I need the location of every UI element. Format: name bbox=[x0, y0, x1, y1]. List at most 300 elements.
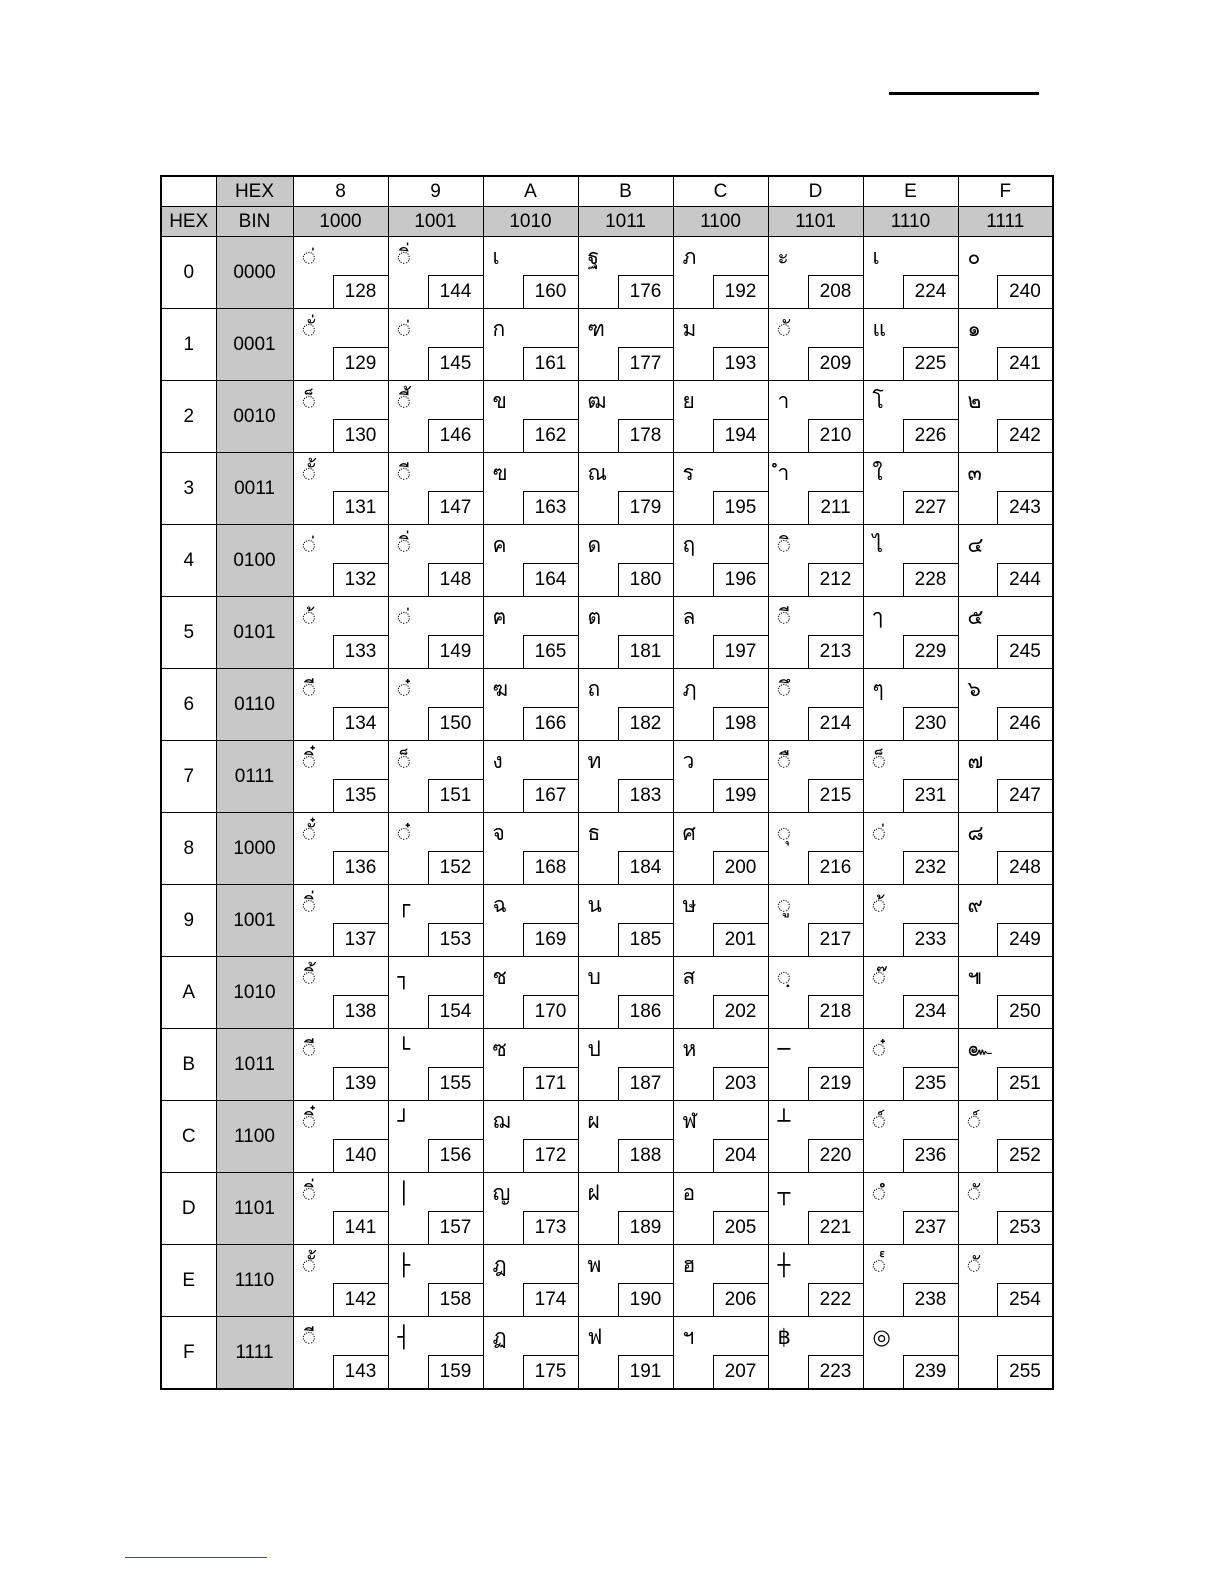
column-hex: E bbox=[863, 176, 958, 207]
code-cell bbox=[768, 885, 863, 957]
char-glyph: ใ bbox=[872, 461, 883, 485]
char-glyph: ◌ี bbox=[302, 677, 316, 701]
code-cell bbox=[578, 1317, 673, 1390]
code-cell bbox=[483, 381, 578, 453]
char-glyph: ฉ bbox=[492, 893, 507, 917]
char-glyph: ◌ู bbox=[777, 893, 791, 917]
char-glyph: └ bbox=[397, 1037, 411, 1061]
char-glyph: ◌ี้ bbox=[397, 389, 411, 413]
char-glyph: ├ bbox=[397, 1253, 411, 1277]
row-bin: 1110 bbox=[216, 1245, 293, 1317]
row-bin: 1111 bbox=[216, 1317, 293, 1390]
row-bin: 0111 bbox=[216, 741, 293, 813]
char-glyph: แ bbox=[872, 317, 887, 341]
decimal-code: 238 bbox=[903, 1283, 958, 1316]
char-glyph: ┤ bbox=[397, 1325, 411, 1349]
column-hex: B bbox=[578, 176, 673, 207]
decimal-code: 167 bbox=[523, 779, 578, 812]
char-glyph: ๑ bbox=[967, 317, 981, 341]
decimal-code: 178 bbox=[618, 419, 673, 452]
char-glyph: ◌ี bbox=[302, 1325, 316, 1349]
code-cell bbox=[673, 957, 768, 1029]
row-hex: C bbox=[161, 1101, 216, 1173]
bottom-link-rule bbox=[125, 1557, 267, 1558]
char-glyph: ฬ bbox=[682, 1109, 697, 1133]
char-glyph: ถ bbox=[587, 677, 601, 701]
row-hex: 3 bbox=[161, 453, 216, 525]
row-bin: 0110 bbox=[216, 669, 293, 741]
code-cell bbox=[293, 381, 388, 453]
column-bin: 1110 bbox=[863, 207, 958, 237]
row-hex: 9 bbox=[161, 885, 216, 957]
char-glyph: ฌ bbox=[492, 1109, 511, 1133]
decimal-code: 249 bbox=[997, 923, 1052, 956]
char-glyph: ฯ bbox=[682, 1325, 695, 1349]
char-glyph: ๅ bbox=[872, 605, 883, 629]
code-cell bbox=[673, 237, 768, 309]
char-glyph: ส bbox=[682, 965, 696, 989]
code-cell bbox=[863, 453, 958, 525]
char-glyph: ๐ bbox=[967, 245, 981, 269]
code-cell bbox=[768, 813, 863, 885]
decimal-code: 168 bbox=[523, 851, 578, 884]
row-bin: 1101 bbox=[216, 1173, 293, 1245]
table-row bbox=[161, 885, 1053, 957]
char-glyph: ◌๋ bbox=[872, 1037, 886, 1061]
code-cell bbox=[483, 813, 578, 885]
decimal-code: 152 bbox=[428, 851, 483, 884]
char-glyph: ำ bbox=[777, 461, 790, 485]
char-glyph: ว bbox=[682, 749, 695, 773]
table-row bbox=[161, 1317, 1053, 1390]
decimal-code: 158 bbox=[428, 1283, 483, 1316]
header-row-bin bbox=[161, 207, 1053, 237]
char-glyph: ◌่ bbox=[872, 821, 886, 845]
decimal-code: 194 bbox=[713, 419, 768, 452]
decimal-code: 225 bbox=[903, 347, 958, 380]
row-hex: D bbox=[161, 1173, 216, 1245]
row-hex: A bbox=[161, 957, 216, 1029]
row-bin: 0001 bbox=[216, 309, 293, 381]
char-glyph: ◌ี bbox=[302, 1037, 316, 1061]
decimal-code: 191 bbox=[618, 1355, 673, 1388]
decimal-code: 233 bbox=[903, 923, 958, 956]
char-glyph: ธ bbox=[587, 821, 601, 845]
code-cell bbox=[483, 1317, 578, 1390]
table-row bbox=[161, 309, 1053, 381]
decimal-code: 165 bbox=[523, 635, 578, 668]
code-cell bbox=[768, 453, 863, 525]
char-glyph: ◌ฺ bbox=[777, 965, 791, 989]
code-cell bbox=[483, 597, 578, 669]
decimal-code: 211 bbox=[808, 491, 863, 524]
char-glyph: ┐ bbox=[397, 965, 411, 989]
decimal-code: 142 bbox=[333, 1283, 388, 1316]
char-glyph: ฏ bbox=[492, 1325, 507, 1349]
code-cell bbox=[673, 885, 768, 957]
decimal-code: 136 bbox=[333, 851, 388, 884]
char-glyph: ห bbox=[682, 1037, 697, 1061]
decimal-code: 163 bbox=[523, 491, 578, 524]
char-glyph: ฅ bbox=[492, 605, 507, 629]
decimal-code: 143 bbox=[333, 1355, 388, 1388]
char-glyph: ┬ bbox=[777, 1181, 791, 1205]
decimal-code: 144 bbox=[428, 275, 483, 308]
code-cell bbox=[578, 1245, 673, 1317]
row-bin: 0011 bbox=[216, 453, 293, 525]
decimal-code: 129 bbox=[333, 347, 388, 380]
decimal-code: 237 bbox=[903, 1211, 958, 1244]
char-glyph: ◌ื bbox=[777, 749, 791, 773]
code-cell bbox=[673, 1101, 768, 1173]
decimal-code: 140 bbox=[333, 1139, 388, 1172]
corner-cell bbox=[161, 176, 216, 207]
char-glyph: ๙ bbox=[967, 893, 983, 917]
char-glyph: ◌่ bbox=[397, 317, 411, 341]
char-glyph: ฿ bbox=[777, 1325, 791, 1349]
decimal-code: 199 bbox=[713, 779, 768, 812]
column-bin: 1001 bbox=[388, 207, 483, 237]
code-cell bbox=[293, 1173, 388, 1245]
row-hex-label: HEX bbox=[161, 207, 216, 237]
decimal-code: 160 bbox=[523, 275, 578, 308]
table-row bbox=[161, 957, 1053, 1029]
decimal-code: 147 bbox=[428, 491, 483, 524]
char-glyph: ◌๋ bbox=[397, 677, 411, 701]
decimal-code: 135 bbox=[333, 779, 388, 812]
row-hex: F bbox=[161, 1317, 216, 1390]
decimal-code: 155 bbox=[428, 1067, 483, 1100]
code-cell bbox=[578, 309, 673, 381]
char-glyph: ง bbox=[492, 749, 503, 773]
code-cell bbox=[863, 381, 958, 453]
top-rule bbox=[889, 92, 1039, 95]
char-glyph: เ bbox=[872, 245, 880, 269]
decimal-code: 174 bbox=[523, 1283, 578, 1316]
decimal-code: 192 bbox=[713, 275, 768, 308]
decimal-code: 196 bbox=[713, 563, 768, 596]
decimal-code: 219 bbox=[808, 1067, 863, 1100]
code-cell bbox=[958, 1173, 1053, 1245]
decimal-code: 169 bbox=[523, 923, 578, 956]
code-cell bbox=[958, 1317, 1053, 1390]
char-glyph: ช bbox=[492, 965, 507, 989]
code-cell bbox=[958, 669, 1053, 741]
decimal-code: 220 bbox=[808, 1139, 863, 1172]
char-glyph: │ bbox=[397, 1181, 411, 1205]
column-hex: C bbox=[673, 176, 768, 207]
decimal-code: 137 bbox=[333, 923, 388, 956]
char-glyph: ๚ bbox=[967, 965, 982, 989]
column-hex: A bbox=[483, 176, 578, 207]
table-row bbox=[161, 1101, 1053, 1173]
decimal-code: 252 bbox=[997, 1139, 1052, 1172]
char-glyph: ◌้ bbox=[302, 605, 316, 629]
char-glyph: ◌์ bbox=[967, 1109, 981, 1133]
char-glyph: ฝ bbox=[587, 1181, 600, 1205]
decimal-code: 182 bbox=[618, 707, 673, 740]
code-cell bbox=[958, 885, 1053, 957]
char-glyph: ◌็ bbox=[302, 389, 316, 413]
code-cell bbox=[958, 1029, 1053, 1101]
code-cell bbox=[578, 237, 673, 309]
code-cell bbox=[578, 885, 673, 957]
decimal-code: 236 bbox=[903, 1139, 958, 1172]
code-cell bbox=[578, 381, 673, 453]
decimal-code: 218 bbox=[808, 995, 863, 1028]
char-glyph: ◌ั้ bbox=[302, 1253, 316, 1277]
decimal-code: 134 bbox=[333, 707, 388, 740]
row-hex: 6 bbox=[161, 669, 216, 741]
decimal-code: 149 bbox=[428, 635, 483, 668]
decimal-code: 171 bbox=[523, 1067, 578, 1100]
decimal-code: 162 bbox=[523, 419, 578, 452]
code-cell bbox=[483, 525, 578, 597]
code-cell bbox=[578, 453, 673, 525]
decimal-code: 230 bbox=[903, 707, 958, 740]
decimal-code: 195 bbox=[713, 491, 768, 524]
code-cell bbox=[958, 525, 1053, 597]
table-row bbox=[161, 1245, 1053, 1317]
decimal-code: 170 bbox=[523, 995, 578, 1028]
decimal-code: 221 bbox=[808, 1211, 863, 1244]
code-cell bbox=[388, 813, 483, 885]
decimal-code: 241 bbox=[997, 347, 1052, 380]
decimal-code: 227 bbox=[903, 491, 958, 524]
code-cell bbox=[578, 957, 673, 1029]
decimal-code: 175 bbox=[523, 1355, 578, 1388]
code-cell bbox=[768, 381, 863, 453]
code-cell bbox=[863, 1101, 958, 1173]
code-cell bbox=[293, 453, 388, 525]
row-hex: 2 bbox=[161, 381, 216, 453]
code-cell bbox=[958, 453, 1053, 525]
char-glyph: บ bbox=[587, 965, 601, 989]
decimal-code: 204 bbox=[713, 1139, 768, 1172]
char-glyph: ◌่ bbox=[302, 533, 316, 557]
row-hex: 7 bbox=[161, 741, 216, 813]
code-cell bbox=[863, 237, 958, 309]
code-cell bbox=[293, 885, 388, 957]
code-cell bbox=[388, 597, 483, 669]
code-cell bbox=[578, 669, 673, 741]
char-glyph: ฒ bbox=[587, 389, 607, 413]
code-cell bbox=[768, 741, 863, 813]
row-bin: 0000 bbox=[216, 237, 293, 309]
char-glyph: ๓ bbox=[967, 461, 982, 485]
decimal-code: 216 bbox=[808, 851, 863, 884]
char-glyph: ┘ bbox=[397, 1109, 411, 1133]
column-hex: 9 bbox=[388, 176, 483, 207]
code-cell bbox=[483, 885, 578, 957]
char-glyph: ต bbox=[587, 605, 602, 629]
code-cell bbox=[768, 525, 863, 597]
char-glyph: ◌ั้ bbox=[302, 461, 316, 485]
char-glyph: ◌ั๋ bbox=[302, 821, 316, 845]
char-glyph: ◌ิ๋ bbox=[302, 749, 316, 773]
decimal-code: 224 bbox=[903, 275, 958, 308]
decimal-code: 185 bbox=[618, 923, 673, 956]
char-glyph: ◌ิ้ bbox=[302, 965, 316, 989]
decimal-code: 210 bbox=[808, 419, 863, 452]
code-cell bbox=[293, 1245, 388, 1317]
code-cell bbox=[483, 669, 578, 741]
code-cell bbox=[673, 597, 768, 669]
decimal-code: 180 bbox=[618, 563, 673, 596]
code-cell bbox=[863, 957, 958, 1029]
char-glyph: ๖ bbox=[967, 677, 981, 701]
code-cell bbox=[768, 1101, 863, 1173]
char-glyph: ภ bbox=[682, 245, 697, 269]
decimal-code: 255 bbox=[997, 1355, 1052, 1388]
code-cell bbox=[863, 741, 958, 813]
row-hex: 0 bbox=[161, 237, 216, 309]
decimal-code: 197 bbox=[713, 635, 768, 668]
decimal-code: 181 bbox=[618, 635, 673, 668]
char-glyph: ศ bbox=[682, 821, 696, 845]
code-cell bbox=[578, 1173, 673, 1245]
decimal-code: 244 bbox=[997, 563, 1052, 596]
decimal-code: 222 bbox=[808, 1283, 863, 1316]
table-row bbox=[161, 1173, 1053, 1245]
column-bin: 1000 bbox=[293, 207, 388, 237]
decimal-code: 248 bbox=[997, 851, 1052, 884]
code-cell bbox=[293, 1029, 388, 1101]
char-glyph: ค bbox=[492, 533, 507, 557]
char-glyph: ◌ิ่ bbox=[397, 533, 411, 557]
decimal-code: 128 bbox=[333, 275, 388, 308]
decimal-code: 188 bbox=[618, 1139, 673, 1172]
code-cell bbox=[768, 1317, 863, 1390]
decimal-code: 153 bbox=[428, 923, 483, 956]
table-row bbox=[161, 381, 1053, 453]
code-cell bbox=[863, 597, 958, 669]
char-glyph: ป bbox=[587, 1037, 601, 1061]
code-cell bbox=[578, 1029, 673, 1101]
row-bin: 1001 bbox=[216, 885, 293, 957]
char-glyph: ด bbox=[587, 533, 602, 557]
char-glyph: น bbox=[587, 893, 602, 917]
decimal-code: 242 bbox=[997, 419, 1052, 452]
code-cell bbox=[673, 525, 768, 597]
code-cell bbox=[293, 237, 388, 309]
code-cell bbox=[388, 381, 483, 453]
code-cell bbox=[863, 1029, 958, 1101]
code-cell bbox=[958, 1245, 1053, 1317]
decimal-code: 166 bbox=[523, 707, 578, 740]
char-glyph: ฮ bbox=[682, 1253, 696, 1277]
row-bin: 1100 bbox=[216, 1101, 293, 1173]
decimal-code: 228 bbox=[903, 563, 958, 596]
code-cell bbox=[863, 309, 958, 381]
decimal-code: 209 bbox=[808, 347, 863, 380]
char-glyph: ┌ bbox=[397, 893, 411, 917]
decimal-code: 146 bbox=[428, 419, 483, 452]
char-glyph: ◌ั bbox=[777, 317, 791, 341]
decimal-code: 131 bbox=[333, 491, 388, 524]
code-cell bbox=[673, 453, 768, 525]
char-glyph: ◌ั bbox=[967, 1181, 981, 1205]
char-glyph: ◌่ bbox=[302, 245, 316, 269]
char-glyph: ๛ bbox=[967, 1037, 992, 1061]
code-cell bbox=[483, 741, 578, 813]
column-hex: F bbox=[958, 176, 1053, 207]
char-glyph: ◌ํ bbox=[872, 1181, 886, 1205]
table-row bbox=[161, 741, 1053, 813]
code-cell bbox=[958, 813, 1053, 885]
column-hex: 8 bbox=[293, 176, 388, 207]
decimal-code: 139 bbox=[333, 1067, 388, 1100]
code-cell bbox=[958, 381, 1053, 453]
char-glyph: ษ bbox=[682, 893, 697, 917]
decimal-code: 206 bbox=[713, 1283, 768, 1316]
char-glyph: ฃ bbox=[492, 461, 508, 485]
char-glyph: ญ bbox=[492, 1181, 511, 1205]
decimal-code: 215 bbox=[808, 779, 863, 812]
char-glyph: ย bbox=[682, 389, 695, 413]
code-cell bbox=[673, 1173, 768, 1245]
code-cell bbox=[863, 1317, 958, 1390]
code-cell bbox=[293, 741, 388, 813]
code-cell bbox=[958, 597, 1053, 669]
char-glyph: ฆ bbox=[492, 677, 509, 701]
decimal-code: 213 bbox=[808, 635, 863, 668]
decimal-code: 141 bbox=[333, 1211, 388, 1244]
char-glyph: ฤ bbox=[682, 533, 696, 557]
code-cell bbox=[768, 1029, 863, 1101]
decimal-code: 150 bbox=[428, 707, 483, 740]
code-cell bbox=[578, 1101, 673, 1173]
decimal-code: 231 bbox=[903, 779, 958, 812]
char-glyph: ◌๎ bbox=[872, 1253, 886, 1277]
column-hex: D bbox=[768, 176, 863, 207]
decimal-code: 186 bbox=[618, 995, 673, 1028]
char-glyph: ◌๊ bbox=[872, 965, 886, 989]
char-glyph: ไ bbox=[872, 533, 884, 557]
decimal-code: 250 bbox=[997, 995, 1052, 1028]
code-cell bbox=[293, 1101, 388, 1173]
decimal-code: 145 bbox=[428, 347, 483, 380]
decimal-code: 177 bbox=[618, 347, 673, 380]
row-hex: 5 bbox=[161, 597, 216, 669]
char-glyph: ๘ bbox=[967, 821, 984, 845]
char-glyph: า bbox=[777, 389, 790, 413]
decimal-code: 183 bbox=[618, 779, 673, 812]
char-glyph: ก bbox=[492, 317, 506, 341]
decimal-code: 176 bbox=[618, 275, 673, 308]
char-glyph: ◌ี bbox=[397, 461, 411, 485]
code-cell bbox=[673, 669, 768, 741]
decimal-code: 193 bbox=[713, 347, 768, 380]
code-cell bbox=[958, 1101, 1053, 1173]
decimal-code: 203 bbox=[713, 1067, 768, 1100]
code-cell bbox=[958, 741, 1053, 813]
column-bin: 1010 bbox=[483, 207, 578, 237]
char-glyph: ๆ bbox=[872, 677, 884, 701]
decimal-code: 173 bbox=[523, 1211, 578, 1244]
code-cell bbox=[388, 669, 483, 741]
char-glyph: ◌ิ่ bbox=[397, 245, 411, 269]
char-glyph: ซ bbox=[492, 1037, 507, 1061]
char-glyph: ข bbox=[492, 389, 507, 413]
column-bin: 1111 bbox=[958, 207, 1053, 237]
decimal-code: 159 bbox=[428, 1355, 483, 1388]
table-row bbox=[161, 813, 1053, 885]
code-cell bbox=[958, 957, 1053, 1029]
row-hex: B bbox=[161, 1029, 216, 1101]
decimal-code: 148 bbox=[428, 563, 483, 596]
table-body bbox=[161, 176, 1053, 1389]
